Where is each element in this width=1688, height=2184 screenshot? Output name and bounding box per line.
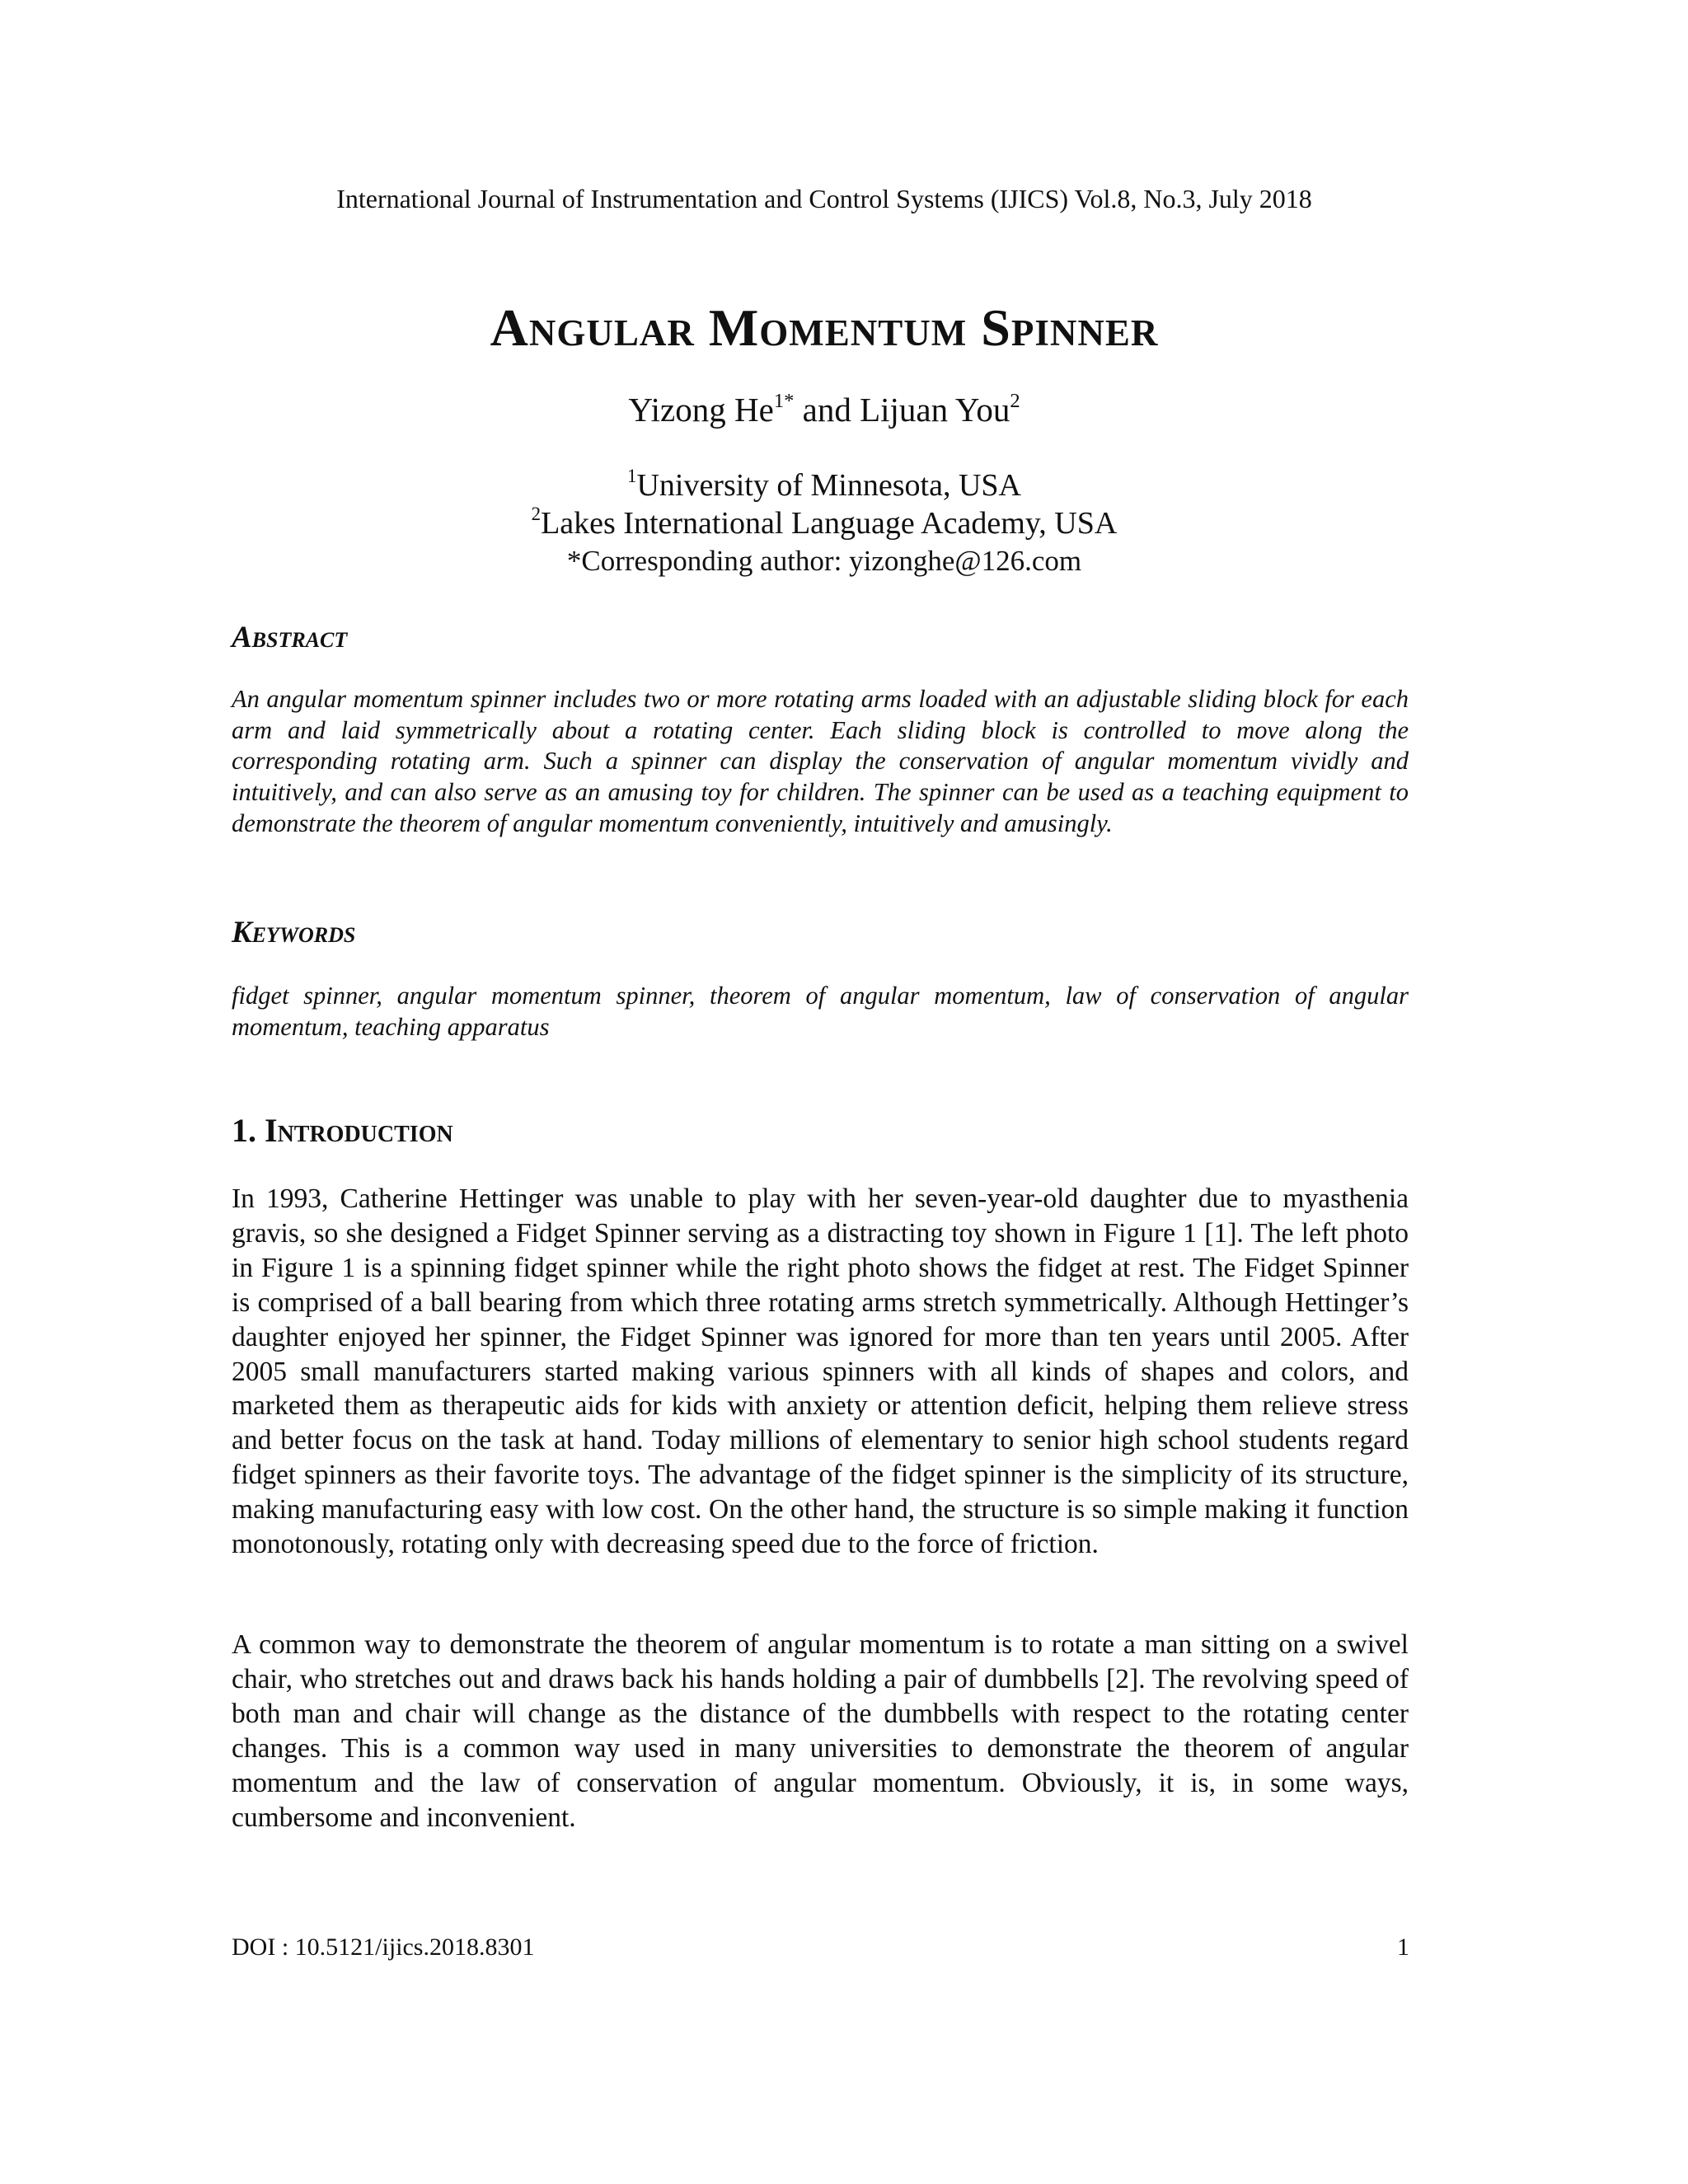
corresponding-author: *Corresponding author: yizonghe@126.com — [566, 545, 1082, 577]
affiliation-text: Lakes International Language Academy, USA — [541, 506, 1118, 541]
body-paragraph: In 1993, Catherine Hettinger was unable to play with her seven-year-old daughter due to myasthenia gravis, so she designed a Fidget Spinner serving as a distracting toy shown in Figure 1 [1]. The left photo in Figure 1 is a spinning fidget spinner while the right photo shows the fidget at rest. The Fidget Spinner is comprised of a ball bearing from which three rotating arms stretch symmetrically. Although Hettinger’s daughter enjoyed her spinner, the Fidget Spinner was ignored for more than ten years until 2005. After 2005 small manufacturers started making various spinners with all kinds of shapes and colors, and marketed them as therapeutic aids for kids with anxiety or attention deficit, helping them relieve stress and better focus on the task at hand. Today millions of elementary to senior high school students regard fidget spinners as their favorite toys. The advantage of the fidget spinner is the simplicity of its structure, making manufacturing easy with low cost. On the other hand, the structure is so simple making it function monotonously, rotating only with decreasing speed due to the force of friction. — [232, 1183, 1409, 1560]
affiliation-text: University of Minnesota, USA — [636, 468, 1021, 503]
abstract-text: An angular momentum spinner includes two or more rotating arms loaded with an adjustable sliding block for each arm and laid symmetrically about a rotating center. Each sliding block is controlled to move along the corresponding rotating arm. Such a spinner can display the conservation of angular momentum vividly and intuitively, and can also serve as an amusing toy for children. The spinner can be used as a teaching equipment to demonstrate the theorem of angular momentum conveniently, intuitively and amusingly. — [232, 685, 1409, 837]
page-number: 1 — [1397, 1933, 1409, 1961]
running-header: International Journal of Instrumentation and Control Systems (IJICS) Vol.8, No.3, July 2018 — [336, 184, 1312, 213]
section-heading-introduction: 1. Introduction — [232, 1112, 453, 1149]
paper-title: Angular Momentum Spinner — [490, 298, 1159, 357]
author-name: Yizong He — [628, 391, 774, 429]
keywords-heading: Keywords — [232, 916, 356, 949]
affiliation-superscript: 1 — [627, 466, 637, 487]
author-line — [0, 388, 1648, 431]
keywords-text: fidget spinner, angular momentum spinner, theorem of angular momentum, law of conservation of angular momentum, teaching apparatus — [232, 982, 1409, 1041]
body-paragraph: A common way to demonstrate the theorem of angular momentum is to rotate a man sitting on a swivel chair, who stretches out and draws back his hands holding a pair of dumbbells [2]. The revolving speed of both man and chair will change as the distance of the dumbbells with respect to the rotating center changes. This is a common way used in many universities to demonstrate the theorem of angular momentum and the law of conservation of angular momentum. Obviously, it is, in some ways, cumbersome and inconvenient. — [232, 1629, 1409, 1833]
author-superscript: 1* — [773, 389, 795, 412]
author-name: Lijuan You — [860, 391, 1010, 429]
author-superscript: 2 — [1010, 389, 1020, 412]
affiliation — [0, 504, 1648, 542]
footer-doi: DOI : 10.5121/ijics.2018.8301 — [232, 1933, 535, 1961]
affiliation-superscript: 2 — [531, 504, 542, 525]
abstract-heading: Abstract — [232, 621, 348, 654]
affiliation — [0, 466, 1648, 504]
author-conjunction: and — [794, 391, 860, 429]
